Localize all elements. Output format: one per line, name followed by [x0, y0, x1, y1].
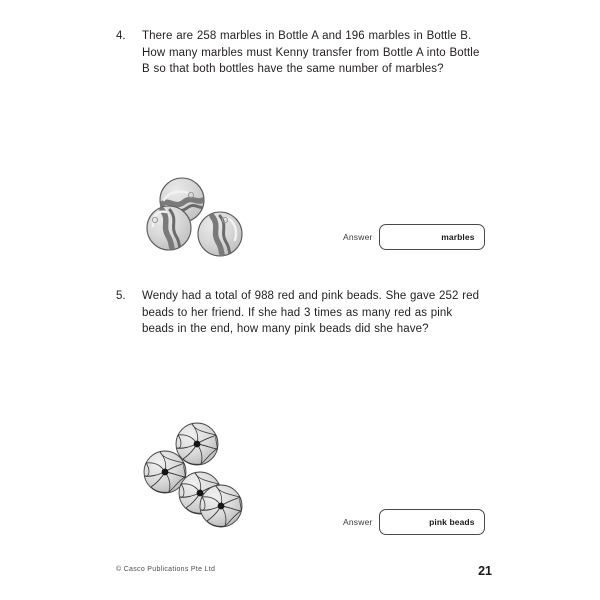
marbles-illustration	[140, 168, 270, 278]
answer-row-question-4	[343, 224, 485, 250]
bead-right	[200, 485, 242, 527]
answer-unit-5: pink beads	[429, 517, 475, 527]
question-4	[116, 28, 487, 78]
copyright-notice: © Casco Publications Pte Ltd	[116, 566, 216, 573]
question-4-number: 4.	[116, 30, 126, 42]
question-5	[116, 288, 487, 338]
answer-label-5: Answer	[343, 517, 373, 527]
answer-box-5[interactable]	[379, 509, 485, 535]
marble-left	[147, 206, 191, 252]
answer-row-question-5	[343, 509, 485, 535]
page-footer	[0, 564, 600, 584]
answer-unit-4: marbles	[441, 232, 475, 242]
question-5-number: 5.	[116, 290, 126, 302]
page-number: 21	[478, 564, 492, 578]
question-5-text: Wendy had a total of 988 red and pink beads. She gave 252 red beads to her friend. If she had 3 times as many red as pink beads in the end, how many pink beads did she have?	[142, 290, 480, 335]
question-4-text: There are 258 marbles in Bottle A and 196 marbles in Bottle B. How many marbles must Kenny transfer from Bottle A into Bottle B so that both bottles have the same number of marbles?	[142, 30, 480, 75]
bead-top	[176, 423, 218, 465]
beads-illustration	[135, 418, 265, 533]
answer-box-4[interactable]	[379, 224, 485, 250]
answer-label-4: Answer	[343, 232, 373, 242]
marble-right	[198, 212, 242, 258]
